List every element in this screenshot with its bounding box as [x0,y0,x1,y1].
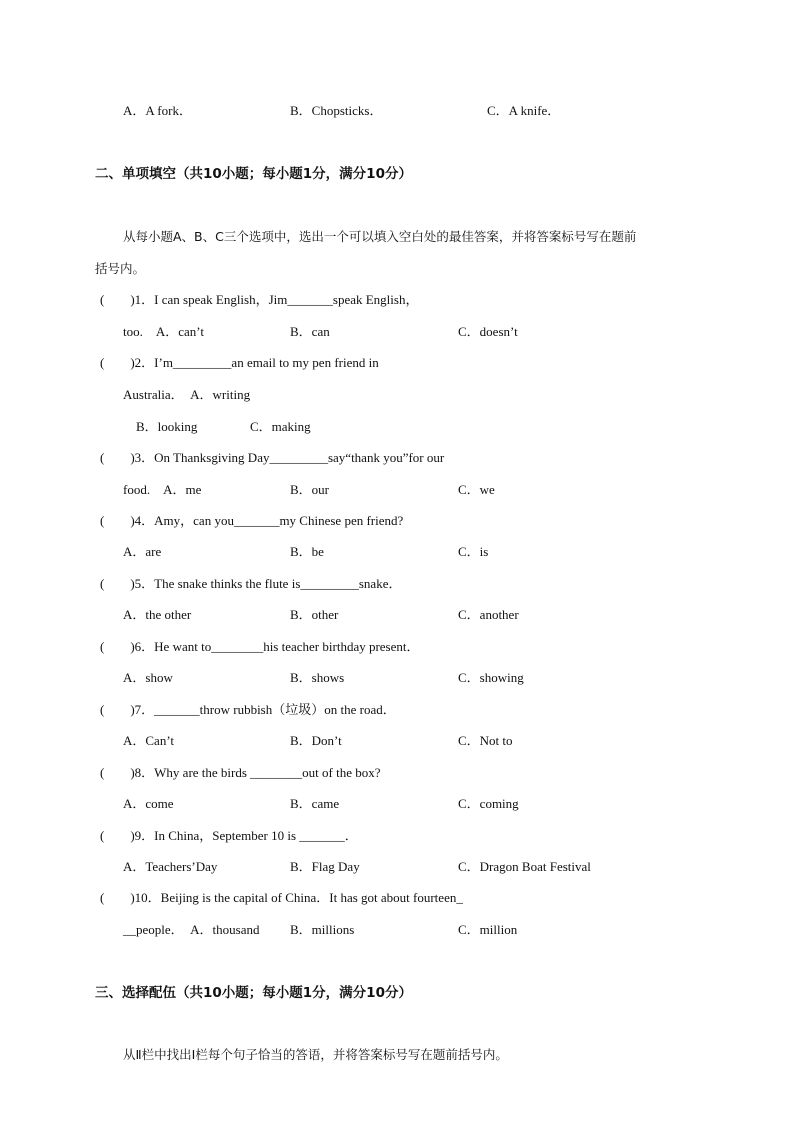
question-9-option-b: B．Flag Day [290,859,360,874]
question-9-option-c: C．Dragon Boat Festival [458,859,591,874]
question-3-stem: ( )3．On Thanksgiving Day_________say“thank you”for our [100,450,445,465]
question-1-option-a: too. A．can’t [123,324,204,339]
top-option-c: C．A knife． [487,103,561,118]
question-5-option-b: B．other [290,607,339,622]
question-8-option-b: B．came [290,796,340,811]
section3-heading: 三、选择配伍（共10小题；每小题1分，满分10分） [95,985,412,1001]
question-9-option-a: A．Teachers’Day [123,859,218,874]
question-10-stem: ( )10．Beijing is the capital of China．It has got about fourteen_ [100,890,463,905]
question-8-stem: ( )8．Why are the birds ________out of the box? [100,765,381,780]
section3-instruction: 从Ⅱ栏中找出Ⅰ栏每个句子恰当的答语，并将答案标号写在题前括号内。 [123,1047,508,1062]
question-5-option-a: A．the other [123,607,192,622]
question-7-option-c: C．Not to [458,733,513,748]
question-3-option-a: food. A．me [123,482,202,497]
top-option-b: B．Chopsticks． [290,103,383,118]
question-6-option-c: C．showing [458,670,524,685]
question-2-option-b: B．looking [136,419,198,434]
question-1-option-b: B．can [290,324,330,339]
question-10-option-c: C．million [458,922,518,937]
question-10-option-a: __people． A．thousand [123,922,260,937]
question-7-stem: ( )7．_______throw rubbish（垃圾）on the road． [100,702,396,717]
question-2-option-a: Australia． A．writing [123,387,251,402]
question-9-stem: ( )9．In China，September 10 is _______． [100,828,358,843]
question-4-stem: ( )4．Amy，can you_______my Chinese pen friend? [100,513,404,528]
question-6-stem: ( )6．He want to________his teacher birthday present． [100,639,420,654]
question-2-option-c: C．making [250,419,311,434]
question-2-stem: ( )2．I’m_________an email to my pen friend in [100,355,379,370]
question-10-option-b: B．millions [290,922,355,937]
question-5-stem: ( )5．The snake thinks the flute is_________snake． [100,576,402,591]
question-4-option-c: C．is [458,544,489,559]
question-7-option-b: B．Don’t [290,733,342,748]
question-1-option-c: C．doesn’t [458,324,518,339]
question-6-option-a: A．show [123,670,173,685]
section2-instruction-line1: 从每小题A、B、C三个选项中，选出一个可以填入空白处的最佳答案，并将答案标号写在题前 [123,229,637,244]
question-4-option-b: B．be [290,544,324,559]
question-3-option-b: B．our [290,482,330,497]
question-8-option-c: C．coming [458,796,519,811]
question-5-option-c: C．another [458,607,519,622]
top-option-a: A．A fork． [123,103,192,118]
question-7-option-a: A．Can’t [123,733,175,748]
question-1-stem: ( )1．I can speak English，Jim_______speak English， [100,292,419,307]
question-6-option-b: B．shows [290,670,345,685]
question-4-option-a: A．are [123,544,162,559]
question-3-option-c: C．we [458,482,495,497]
section2-instruction-line2: 括号内。 [95,261,146,276]
section2-heading: 二、单项填空（共10小题；每小题1分，满分10分） [95,166,412,182]
question-8-option-a: A．come [123,796,174,811]
